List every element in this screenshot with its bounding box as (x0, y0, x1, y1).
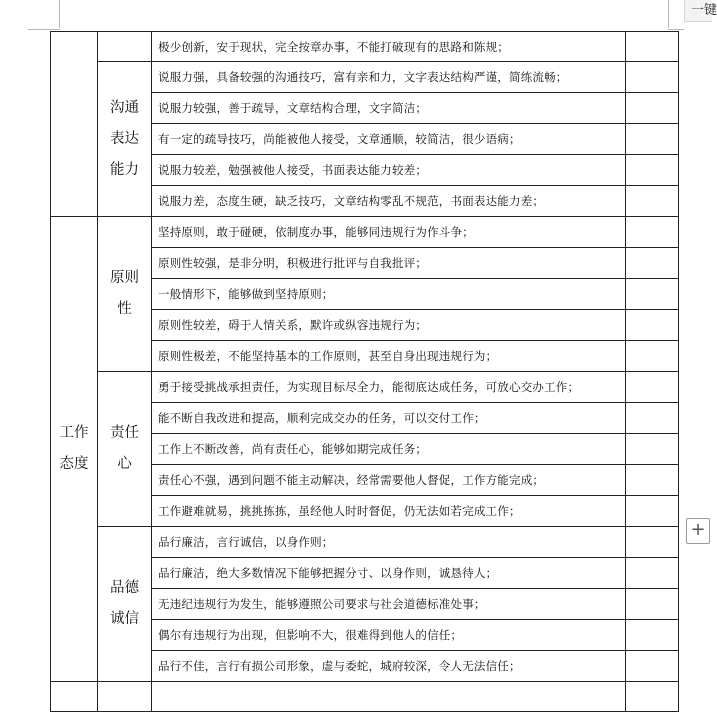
criterion-text: 无违纪违规行为发生，能够遵照公司要求与社会道德标准处事； (152, 589, 626, 620)
criterion-text: 工作避难就易，挑挑拣拣，虽经他人时时督促，仍无法如若完成工作； (152, 496, 626, 527)
score-cell[interactable] (626, 434, 679, 465)
score-cell[interactable] (626, 124, 679, 155)
criterion-text: 责任心不强，遇到问题不能主动解决，经常需要他人督促，工作方能完成； (152, 465, 626, 496)
criterion-text: 说服力强，具备较强的沟通技巧，富有亲和力，文字表达结构严谨，简练流畅； (152, 62, 626, 93)
score-cell[interactable] (626, 558, 679, 589)
criterion-text: 原则性较强，是非分明，积极进行批评与自我批评； (152, 248, 626, 279)
criterion-text: 偶尔有违规行为出现，但影响不大，很难得到他人的信任； (152, 620, 626, 651)
criterion-text: 有一定的疏导技巧，尚能被他人接受，文章通顺，较简洁，很少语病； (152, 124, 626, 155)
one-click-side-button[interactable]: 一键 (684, 0, 712, 22)
category-cell-next (51, 682, 98, 712)
score-cell[interactable] (626, 403, 679, 434)
score-cell[interactable] (626, 341, 679, 372)
crop-mark-vertical-right (668, 0, 669, 28)
criterion-text: 工作上不断改善，尚有责任心，能够如期完成任务； (152, 434, 626, 465)
criterion-text: 能不断自我改进和提高，顺利完成交办的任务，可以交付工作； (152, 403, 626, 434)
score-cell[interactable] (626, 155, 679, 186)
crop-mark-vertical (59, 0, 60, 28)
criterion-text: 极少创新，安于现状，完全按章办事，不能打破现有的思路和陈规； (152, 32, 626, 62)
score-cell[interactable] (626, 496, 679, 527)
sub-category-communication: 沟通 表达 能力 (98, 62, 152, 217)
score-cell[interactable] (626, 310, 679, 341)
category-cell-previous (51, 32, 98, 217)
sub-cell-empty (98, 32, 152, 62)
score-cell[interactable] (626, 62, 679, 93)
criterion-text: 说服力差，态度生硬，缺乏技巧，文章结构零乱不规范，书面表达能力差； (152, 186, 626, 217)
criterion-text: 原则性极差，不能坚持基本的工作原则，甚至自身出现违规行为； (152, 341, 626, 372)
criterion-text: 一般情形下，能够做到坚持原则； (152, 279, 626, 310)
criterion-text: 勇于接受挑战承担责任，为实现目标尽全力，能彻底达成任务，可放心交办工作； (152, 372, 626, 403)
criterion-text: 说服力较差，勉强被他人接受，书面表达能力较差； (152, 155, 626, 186)
score-cell[interactable] (626, 527, 679, 558)
criterion-text: 品行廉洁，绝大多数情况下能够把握分寸、以身作则，诚恳待人； (152, 558, 626, 589)
score-cell[interactable] (626, 620, 679, 651)
criterion-text: 品行不佳，言行有损公司形象，虚与委蛇，城府较深，令人无法信任； (152, 651, 626, 682)
evaluation-table (50, 31, 679, 712)
score-cell[interactable] (626, 93, 679, 124)
category-work-attitude: 工作 态度 (51, 217, 98, 682)
score-cell[interactable] (626, 465, 679, 496)
score-cell[interactable] (626, 186, 679, 217)
criterion-text: 原则性较差，碍于人情关系，默许或纵容违规行为； (152, 310, 626, 341)
score-cell[interactable] (626, 651, 679, 682)
sub-category-principle: 原则 性 (98, 217, 152, 372)
score-cell[interactable] (626, 372, 679, 403)
score-cell[interactable] (626, 32, 679, 62)
score-cell[interactable] (626, 589, 679, 620)
add-row-button[interactable]: + (686, 518, 710, 544)
score-cell[interactable] (626, 682, 679, 712)
sub-category-integrity: 品德 诚信 (98, 527, 152, 682)
crop-mark-horizontal-right (668, 29, 684, 30)
criterion-text: 品行廉洁，言行诚信，以身作则； (152, 527, 626, 558)
score-cell[interactable] (626, 279, 679, 310)
score-cell[interactable] (626, 217, 679, 248)
criterion-text-next (152, 682, 626, 712)
crop-mark-horizontal (28, 29, 60, 30)
sub-cell-next (98, 682, 152, 712)
score-cell[interactable] (626, 248, 679, 279)
criterion-text: 坚持原则，敢于碰硬，依制度办事，能够同违规行为作斗争； (152, 217, 626, 248)
criterion-text: 说服力较强，善于疏导，文章结构合理，文字简洁； (152, 93, 626, 124)
sub-category-responsibility: 责任 心 (98, 372, 152, 527)
